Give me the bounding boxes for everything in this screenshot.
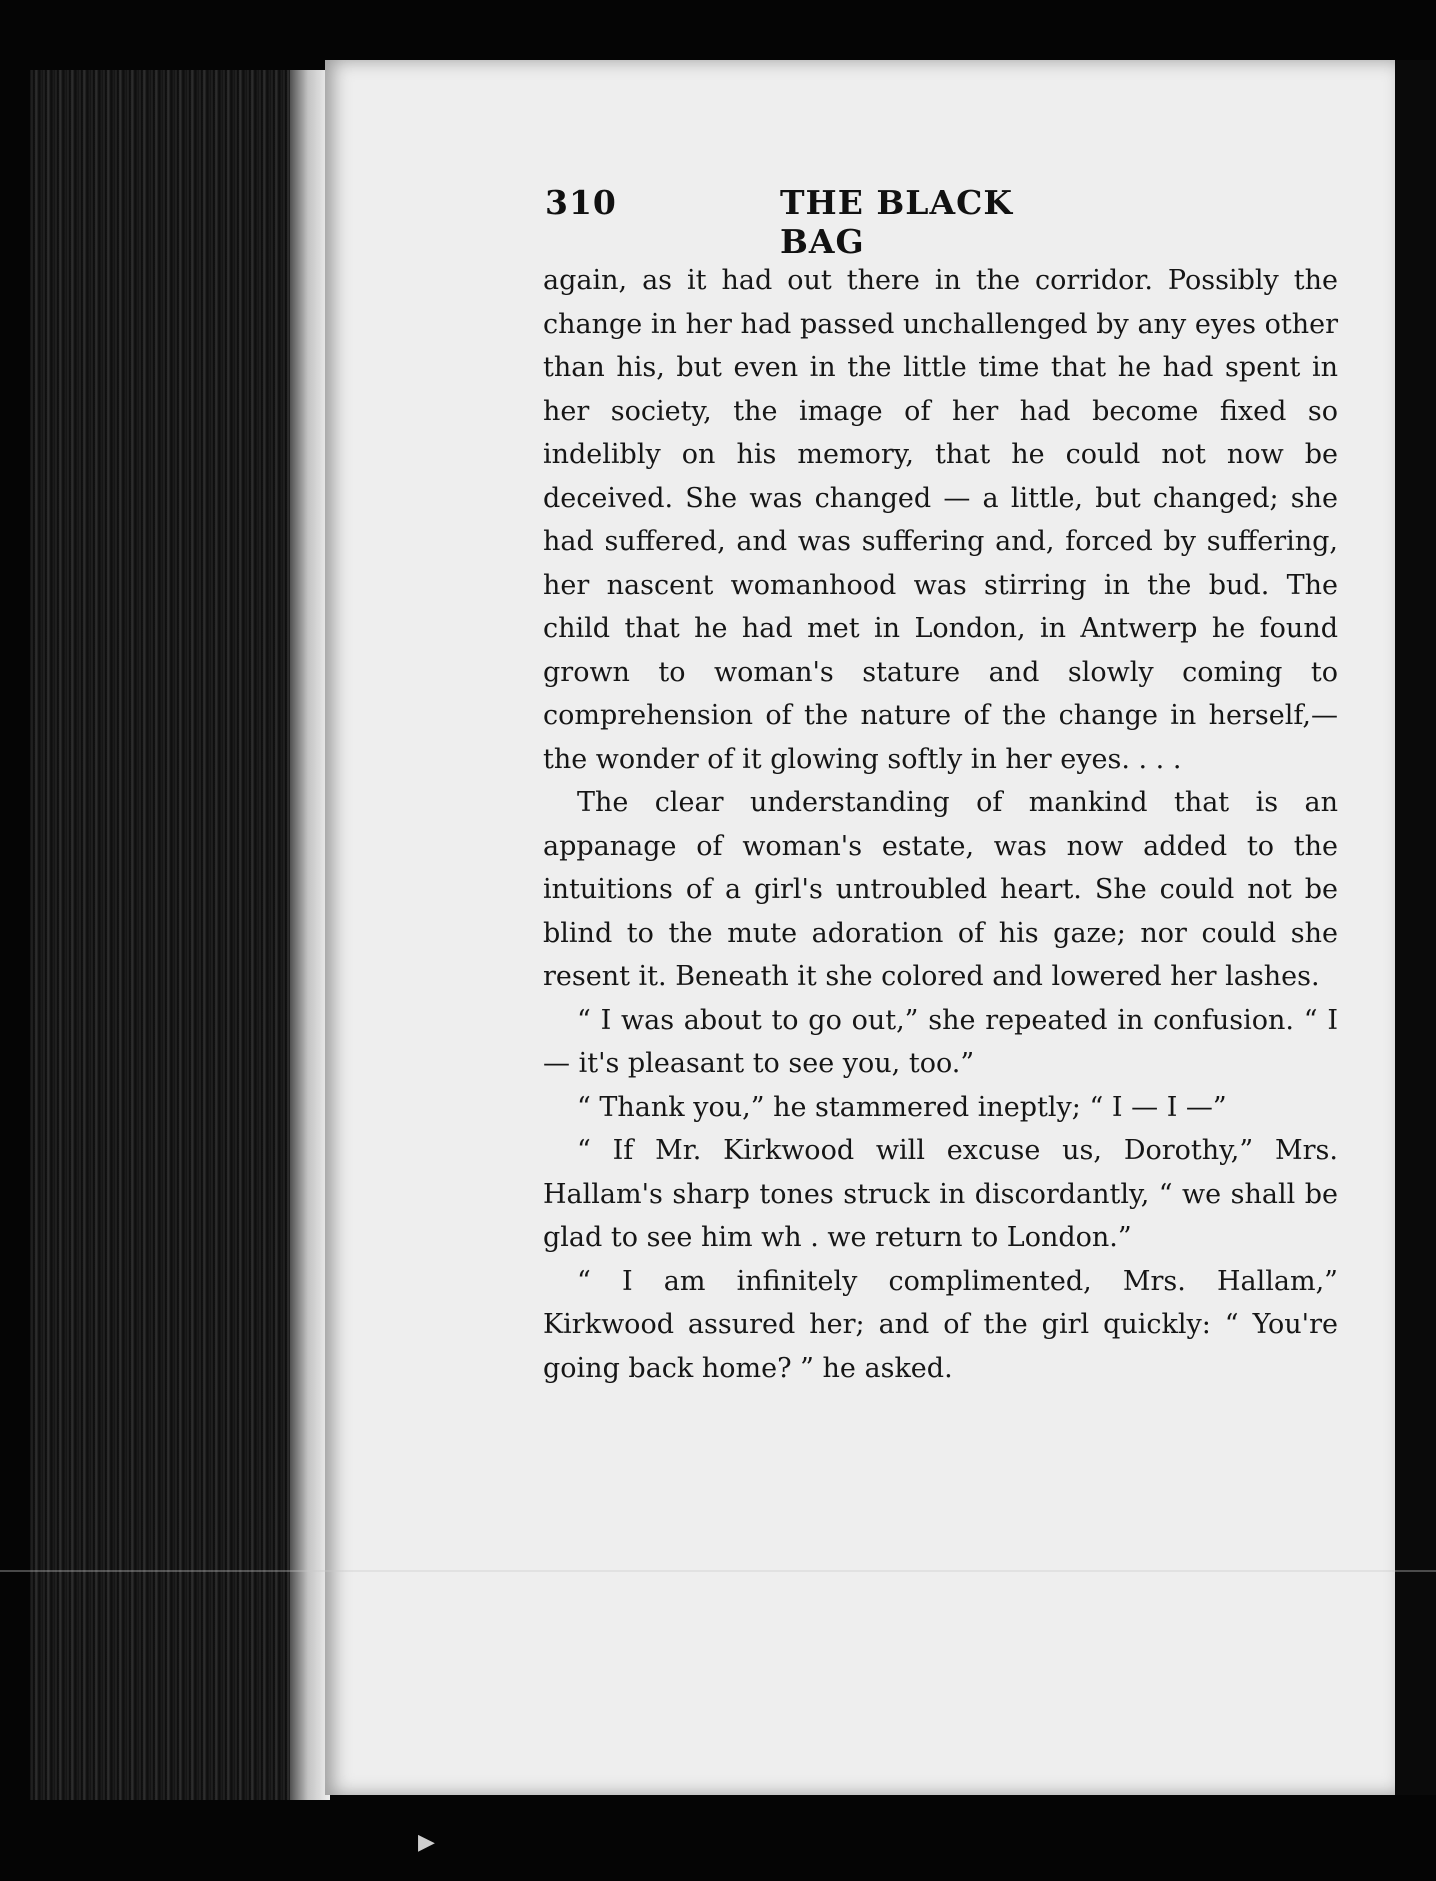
page-header	[545, 183, 1105, 261]
paragraph: The clear understanding of mankind that is an appanage of woman's estate, was now added to the intuitions of a girl's untroubled heart. She could not be blind to the mute adoration of his gaze; nor could she resent it. Beneath it she colored and lowered her lashes.	[543, 787, 1338, 992]
page-right-shadow	[1395, 60, 1436, 1795]
book-fore-edge	[30, 70, 330, 1800]
cursor-mark-icon: ▶	[418, 1830, 435, 1855]
scan-artifact-line	[0, 1570, 1436, 1572]
paragraph: again, as it had out there in the corridor. Possibly the change in her had passed unchallenged by any eyes other than his, but even in the little time that he had spent in her society, the image of her had become fixed so indelibly on his memory, that he could not now be deceived. She was changed — a little, but changed; she had suffered, and was suffering and, forced by suffering, her nascent womanhood was stirring in the bud. The child that he had met in London, in Antwerp he found grown to woman's stature and slowly coming to comprehension of the nature of the change in herself,— the wonder of it glowing softly in her eyes. . . .	[543, 265, 1338, 775]
paragraph: “ If Mr. Kirkwood will excuse us, Dorothy,” Mrs. Hallam's sharp tones struck in discordantly, “ we shall be glad to see him wh . we return to London.”	[543, 1135, 1338, 1253]
body-text	[543, 259, 1338, 1390]
running-head: THE BLACK BAG	[780, 183, 1014, 261]
paragraph: “ I am infinitely complimented, Mrs. Hallam,” Kirkwood assured her; and of the girl quickly: “ You're going back home? ” he asked.	[543, 1265, 1338, 1384]
page-number: 310	[545, 183, 617, 222]
paragraph: “ Thank you,” he stammered ineptly; “ I — I —”	[577, 1091, 1227, 1123]
paragraph: “ I was about to go out,” she repeated in confusion. “ I — it's pleasant to see you, too.”	[543, 1004, 1338, 1079]
